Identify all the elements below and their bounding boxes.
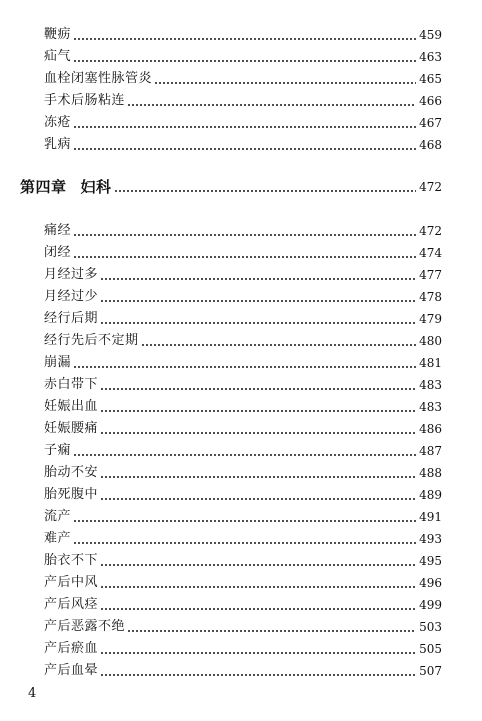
- entry-page: 499: [419, 598, 442, 612]
- entry-page: 483: [419, 378, 442, 392]
- entry-page: 474: [419, 246, 442, 260]
- chapter-page: 472: [419, 180, 442, 194]
- chapter-heading: [20, 171, 442, 197]
- dot-leader: [73, 520, 416, 522]
- toc-entry: [44, 592, 442, 614]
- toc-entry: [44, 460, 442, 482]
- toc-entry: [44, 504, 442, 526]
- toc-entry: [44, 44, 442, 66]
- entry-title: 产后血晕: [44, 663, 99, 678]
- dot-leader: [73, 256, 416, 258]
- dot-leader: [73, 126, 416, 128]
- entry-title: 妊娠腰痛: [44, 421, 99, 436]
- toc-entry: [44, 88, 442, 110]
- entry-page: 459: [419, 28, 442, 42]
- entry-page: 488: [419, 466, 442, 480]
- entry-page: 465: [419, 72, 442, 86]
- entry-title: 产后风痉: [44, 597, 99, 612]
- toc-entry: [44, 438, 442, 460]
- entry-page: 463: [419, 50, 442, 64]
- dot-leader: [154, 82, 416, 84]
- dot-leader: [127, 630, 416, 632]
- dot-leader: [127, 104, 416, 106]
- dot-leader: [141, 344, 417, 346]
- dot-leader: [100, 322, 416, 324]
- entry-page: 487: [419, 444, 442, 458]
- dot-leader: [100, 432, 416, 434]
- entry-page: 507: [419, 664, 442, 678]
- entry-title: 胎死腹中: [44, 487, 99, 502]
- dot-leader: [73, 542, 416, 544]
- entry-page: 486: [419, 422, 442, 436]
- entry-title: 产后瘀血: [44, 641, 99, 656]
- toc-entry: [44, 658, 442, 680]
- dot-leader: [100, 410, 416, 412]
- entry-title: 月经过多: [44, 267, 99, 282]
- dot-leader: [100, 300, 416, 302]
- entry-title: 经行后期: [44, 311, 99, 326]
- entry-title: 胎衣不下: [44, 553, 99, 568]
- entry-title: 妊娠出血: [44, 399, 99, 414]
- entry-title: 胎动不安: [44, 465, 99, 480]
- entry-title: 产后中风: [44, 575, 99, 590]
- entry-page: 481: [419, 356, 442, 370]
- entry-title: 流产: [44, 509, 72, 524]
- dot-leader: [73, 60, 416, 62]
- entry-page: 495: [419, 554, 442, 568]
- dot-leader: [100, 674, 416, 676]
- dot-leader: [100, 498, 416, 500]
- entry-page: 489: [419, 488, 442, 502]
- entry-title: 鞭疬: [44, 27, 72, 42]
- toc-entry: [44, 132, 442, 154]
- entry-page: 491: [419, 510, 442, 524]
- dot-leader: [100, 608, 416, 610]
- page-number: 4: [28, 686, 37, 701]
- entry-title: 月经过少: [44, 289, 99, 304]
- toc-entry: [44, 284, 442, 306]
- toc-entry: [44, 328, 442, 350]
- entry-title: 产后恶露不绝: [44, 619, 126, 634]
- toc-entry: [44, 218, 442, 240]
- entry-title: 经行先后不定期: [44, 333, 139, 348]
- entry-title: 痛经: [44, 223, 72, 238]
- toc-entry: [44, 22, 442, 44]
- dot-leader: [73, 234, 416, 236]
- dot-leader: [100, 476, 416, 478]
- dot-leader: [100, 564, 416, 566]
- entry-page: 503: [419, 620, 442, 634]
- toc-entry: [44, 614, 442, 636]
- entry-page: 505: [419, 642, 442, 656]
- toc-entry: [44, 482, 442, 504]
- chapter-title: [20, 177, 112, 197]
- entry-page: 478: [419, 290, 442, 304]
- entry-page: 467: [419, 116, 442, 130]
- entry-page: 483: [419, 400, 442, 414]
- dot-leader: [114, 190, 417, 192]
- entry-title: 难产: [44, 531, 72, 546]
- toc-entry: [44, 570, 442, 592]
- dot-leader: [73, 454, 416, 456]
- entry-title: 疝气: [44, 49, 72, 64]
- entry-title: 乳病: [44, 137, 72, 152]
- dot-leader: [100, 586, 416, 588]
- entry-title: 血栓闭塞性脉管炎: [44, 71, 153, 86]
- entry-title: 赤白带下: [44, 377, 99, 392]
- entry-page: 472: [419, 224, 442, 238]
- toc-entry: [44, 350, 442, 372]
- entry-page: 480: [419, 334, 442, 348]
- entry-page: 466: [419, 94, 442, 108]
- toc-entry: [44, 372, 442, 394]
- toc-entry: [44, 240, 442, 262]
- toc-entry: [44, 416, 442, 438]
- chapter-name: 妇科: [80, 178, 112, 196]
- dot-leader: [73, 38, 416, 40]
- toc-entry: [44, 548, 442, 570]
- dot-leader: [100, 278, 416, 280]
- entry-title: 冻疮: [44, 115, 72, 130]
- dot-leader: [100, 652, 416, 654]
- dot-leader: [73, 366, 416, 368]
- toc-entry: [44, 66, 442, 88]
- toc-entry: [44, 110, 442, 132]
- dot-leader: [73, 148, 416, 150]
- entry-page: 468: [419, 138, 442, 152]
- entry-title: 手术后肠粘连: [44, 93, 126, 108]
- entry-page: 493: [419, 532, 442, 546]
- toc-entry: [44, 636, 442, 658]
- toc-entry: [44, 526, 442, 548]
- dot-leader: [100, 388, 416, 390]
- toc-entry: [44, 262, 442, 284]
- toc-entry: [44, 394, 442, 416]
- entry-title: 崩漏: [44, 355, 72, 370]
- toc-entry: [44, 306, 442, 328]
- entry-page: 496: [419, 576, 442, 590]
- entry-title: 子痫: [44, 443, 72, 458]
- chapter-number: 第四章: [20, 178, 67, 196]
- entry-page: 477: [419, 268, 442, 282]
- entry-page: 479: [419, 312, 442, 326]
- entry-title: 闭经: [44, 245, 72, 260]
